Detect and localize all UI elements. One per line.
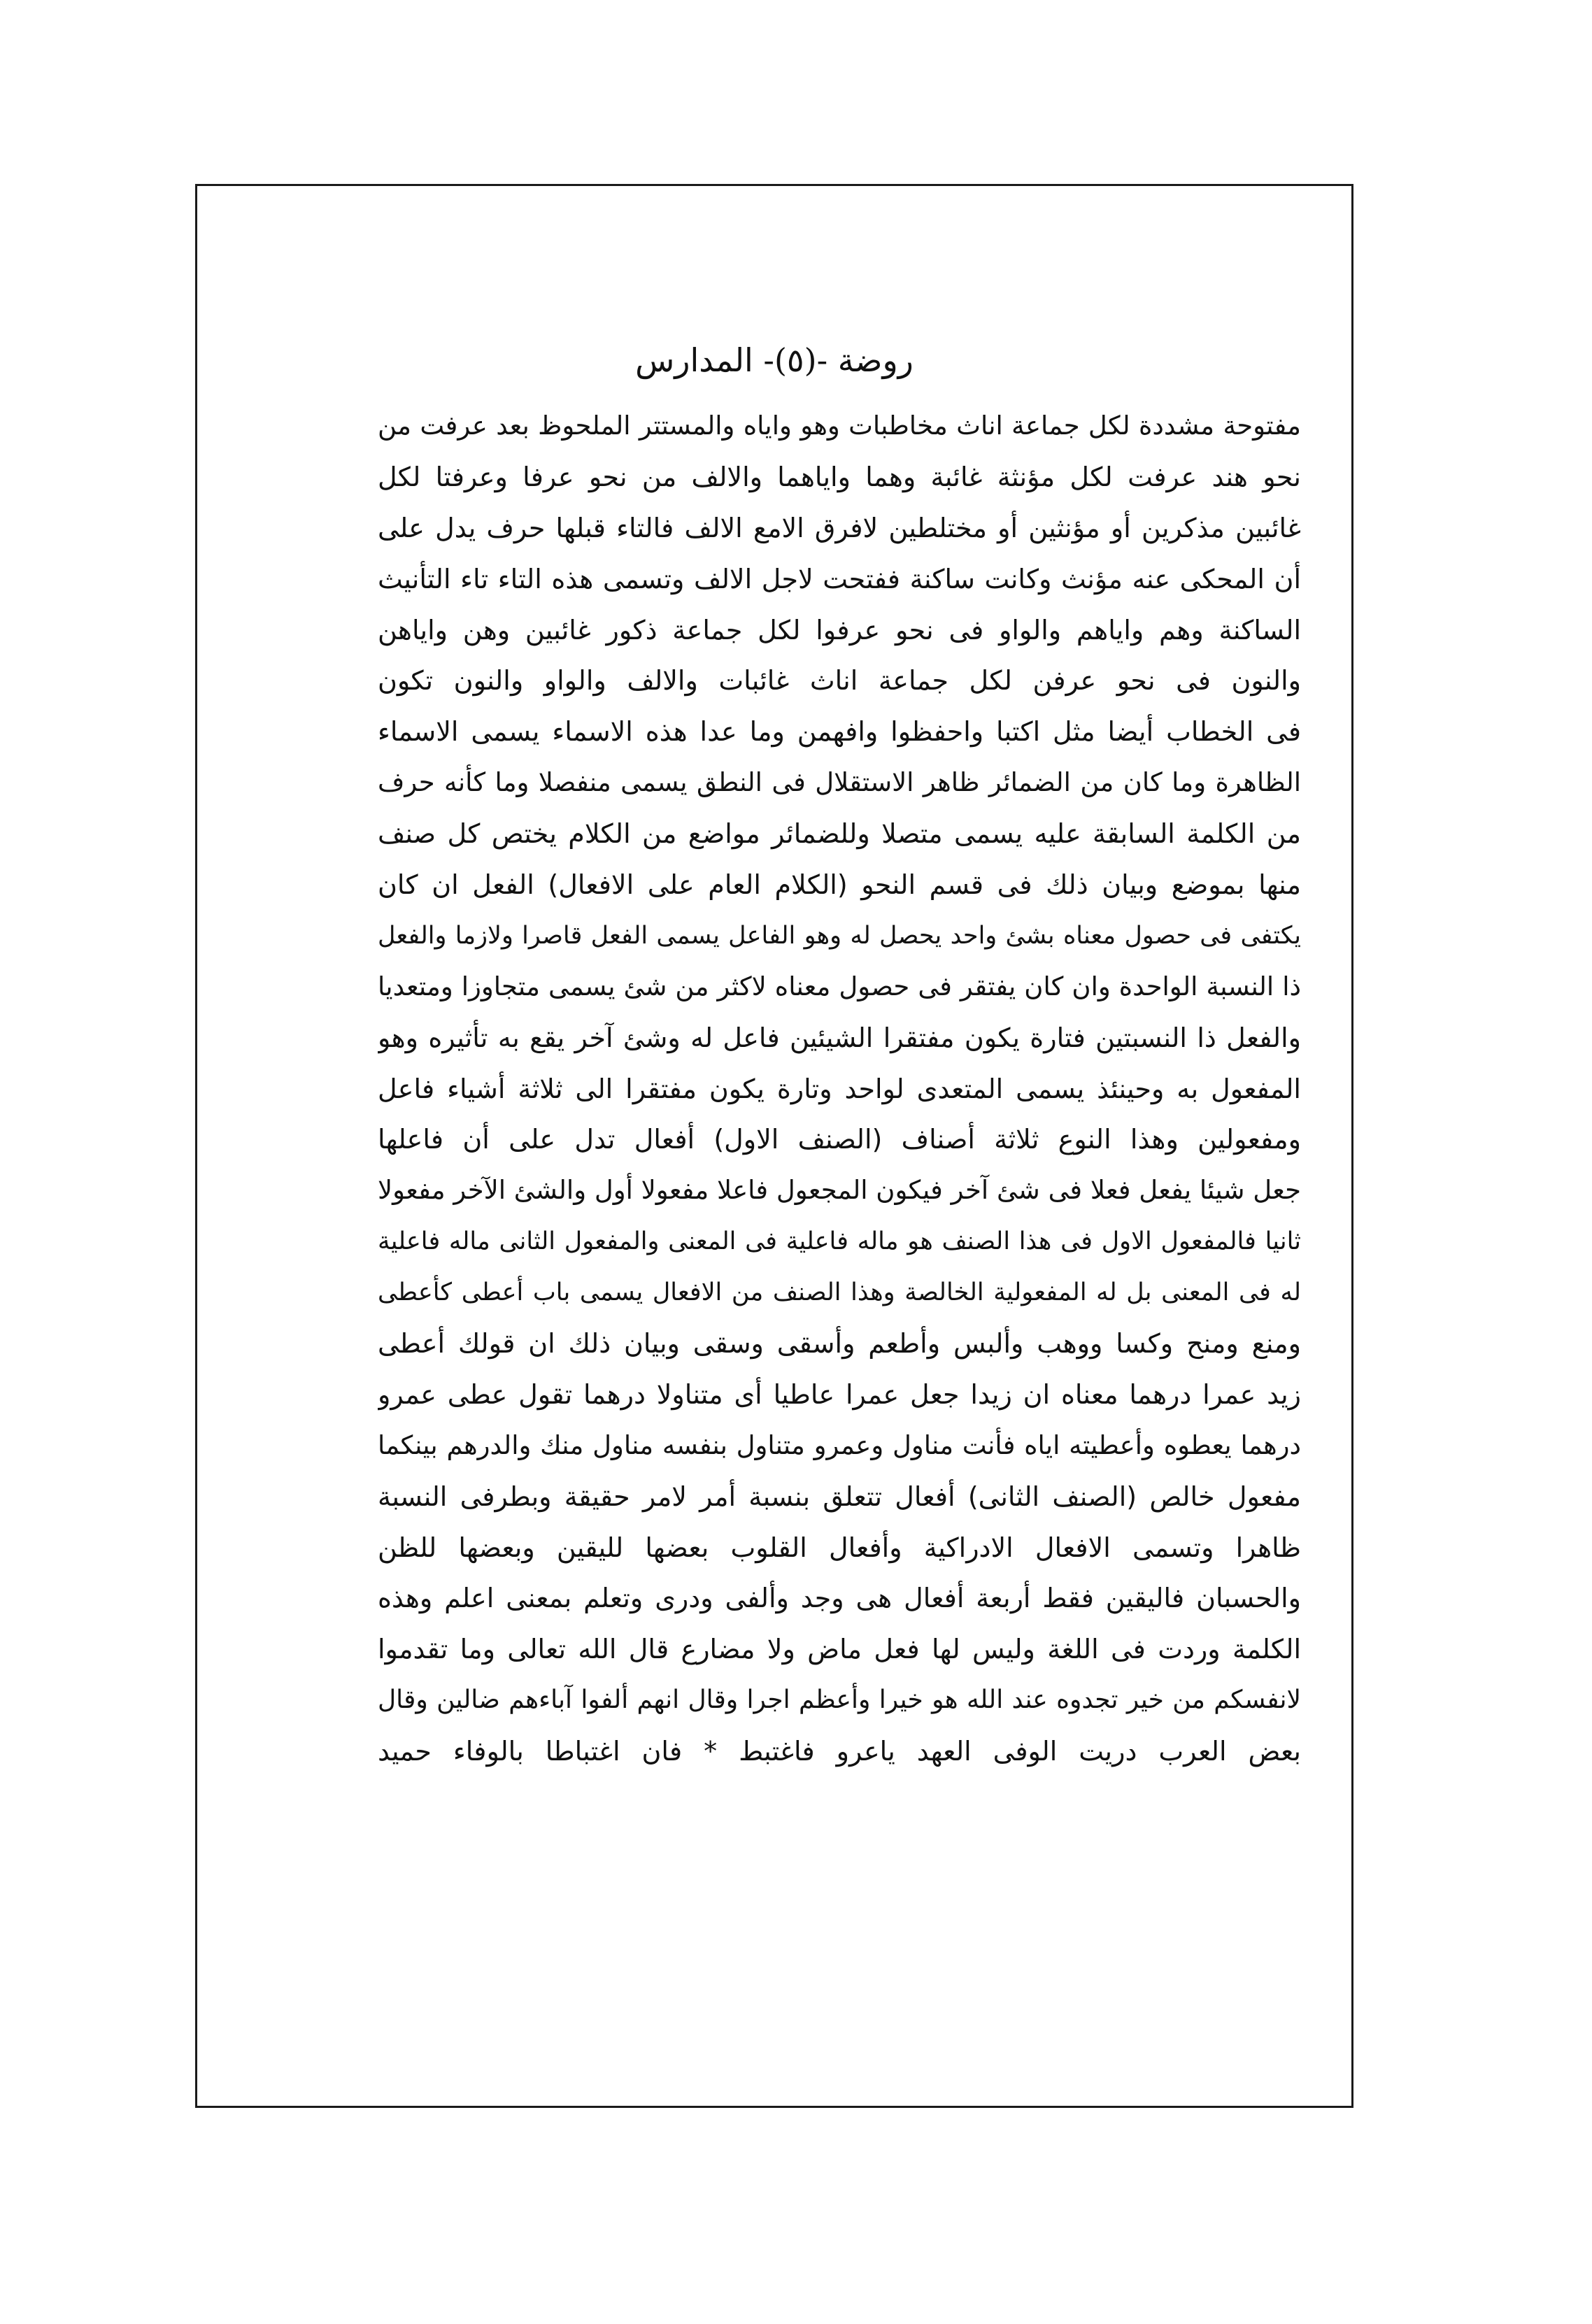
text-line: والفعل ذا النسبتين فتارة يكون مفتقرا الشيئين فاعل له وشئ آخر يقع به تأثيره وهو [378, 1022, 1301, 1053]
text-line: نحو هند عرفت لكل مؤنثة غائبة وهما واياهما والالف من نحو عرفا وعرفتا لكل [378, 461, 1301, 492]
text-line: ومنع ومنح وكسا ووهب وألبس وأطعم وأسقى وسقى وبيان ذلك ان قولك أعطى [378, 1328, 1301, 1360]
text-line: غائبين مذكرين أو مؤنثين أو مختلطين لافرق الامع الالف فالتاء قبلها حرف يدل على [378, 512, 1301, 543]
text-line: ثانيا فالمفعول الاول فى هذا الصنف هو ماله فاعلية فى المعنى والمفعول الثانى ماله فاعلية [378, 1227, 1301, 1256]
text-line: فى الخطاب أيضا مثل اكتبا واحفظوا وافهمن وما عدا هذه الاسماء يسمى الاسماء [378, 716, 1301, 748]
text-line: الساكنة وهم واياهم والواو فى نحو عرفوا لكل جماعة ذكور غائبين وهن واياهن [378, 614, 1301, 646]
text-line: لانفسكم من خير تجدوه عند الله هو خيرا وأعظم اجرا وقال انهم ألفوا آباءهم ضالين وقال [378, 1685, 1301, 1715]
text-line: أن المحكى عنه مؤنث وكانت ساكنة ففتحت لاجل الالف وتسمى هذه التاء تاء التأنيث [378, 563, 1301, 594]
text-line: الكلمة وردت فى اللغة وليس لها فعل ماض ولا مضارع قال الله تعالى وما تقدموا [378, 1634, 1301, 1665]
text-line: له فى المعنى بل له المفعولية الخالصة وهذا الصنف من الافعال يسمى باب أعطى كأعطى [378, 1278, 1301, 1307]
text-line: والحسبان فاليقين فقط أربعة أفعال هى وجد وألفى ودرى وتعلم بمعنى اعلم وهذه [378, 1583, 1301, 1614]
text-line: مفتوحة مشددة لكل جماعة اناث مخاطبات وهو واياه والمستتر الملحوظ بعد عرفت من [378, 411, 1301, 441]
text-line: جعل شيئا يفعل فعلا فى شئ آخر فيكون المجعول فاعلا مفعولا أول والشئ الآخر مفعولا [378, 1175, 1301, 1206]
text-line: درهما يعطوه وأعطيته اياه فأنت مناول وعمرو متناول بنفسه مناول منك والدرهم بينكما [378, 1430, 1301, 1460]
text-line: والنون فى نحو عرفن لكل جماعة اناث غائبات والالف والواو والنون تكون [378, 665, 1301, 697]
page-header: روضة -(٥)- المدارس [635, 341, 914, 379]
text-line: المفعول به وحينئذ يسمى المتعدى لواحد وتارة يكون مفتقرا الى ثلاثة أشياء فاعل [378, 1073, 1301, 1104]
text-line: من الكلمة السابقة عليه يسمى متصلا وللضمائر مواضع من الكلام يختص كل صنف [378, 818, 1301, 850]
text-line: ذا النسبة الواحدة وان كان يفتقر فى حصول معناه لاكثر من شئ يسمى متجاوزا ومتعديا [378, 971, 1301, 1001]
text-line: يكتفى فى حصول معناه بشئ واحد يحصل له وهو الفاعل يسمى الفعل قاصرا ولازما والفعل [378, 921, 1301, 950]
text-line: ظاهرا وتسمى الافعال الادراكية وأفعال القلوب بعضها لليقين وبعضها للظن [378, 1532, 1301, 1563]
text-line: منها بموضع وبيان ذلك فى قسم النحو (الكلام العام على الافعال) الفعل ان كان [378, 869, 1301, 901]
body-text [378, 401, 1301, 1777]
text-line: بعض العرب دريت الوفى العهد ياعرو فاغتبط * فان اغتباطا بالوفاء حميد [378, 1736, 1301, 1767]
text-line: زيد عمرا درهما معناه ان زيدا جعل عمرا عاطيا أى متناولا درهما تقول عطى عمرو [378, 1378, 1301, 1410]
text-line: ومفعولين وهذا النوع ثلاثة أصناف (الصنف الاول) أفعال تدل على أن فاعلها [378, 1124, 1301, 1155]
text-line: مفعول خالص (الصنف الثانى) أفعال تتعلق بنسبة أمر لامر حقيقة وبطرفى النسبة [378, 1481, 1301, 1512]
text-line: الظاهرة وما كان من الضمائر ظاهر الاستقلال فى النطق يسمى منفصلا وما كأنه حرف [378, 767, 1301, 798]
